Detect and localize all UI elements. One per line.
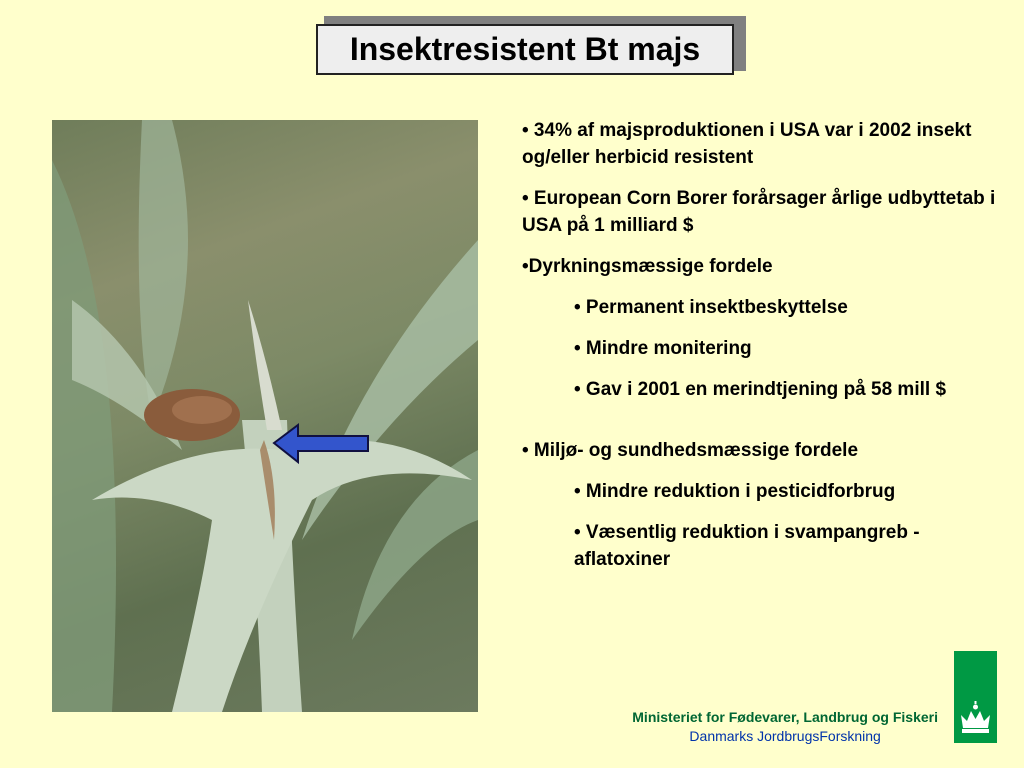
sub-bullet-item: • Gav i 2001 en merindtjening på 58 mill $ [574,379,947,400]
sub-bullet-item: • Permanent insektbeskyttelse [574,297,848,318]
institute-name: Danmarks JordbrugsForskning [689,728,881,744]
bullet-item: • 34% af majsproduktionen i USA var i 2002 insekt og/eller herbicid resistent [522,120,972,168]
sub-bullet-item: • Mindre monitering [574,338,752,359]
ministry-logo [954,651,997,743]
bullet-item: • European Corn Borer forårsager årlige udbyttetab i USA på 1 milliard $ [522,188,996,236]
footer [632,708,938,746]
ministry-name: Ministeriet for Fødevarer, Landbrug og Fiskeri [632,709,938,725]
crown-icon [954,651,997,743]
bullet-item: •Dyrkningsmæssige fordele [522,256,773,277]
corn-plant-photo [52,120,478,712]
sub-bullet-item: • Mindre reduktion i pesticidforbrug [574,481,896,502]
bullet-item: • Miljø- og sundhedsmæssige fordele [522,440,859,461]
slide-title: Insektresistent Bt majs [316,24,734,75]
corn-photo-illustration [52,120,478,712]
bullet-list [522,117,1002,587]
sub-bullet-item: • Væsentlig reduktion i svampangreb - aflatoxiner [574,522,920,570]
